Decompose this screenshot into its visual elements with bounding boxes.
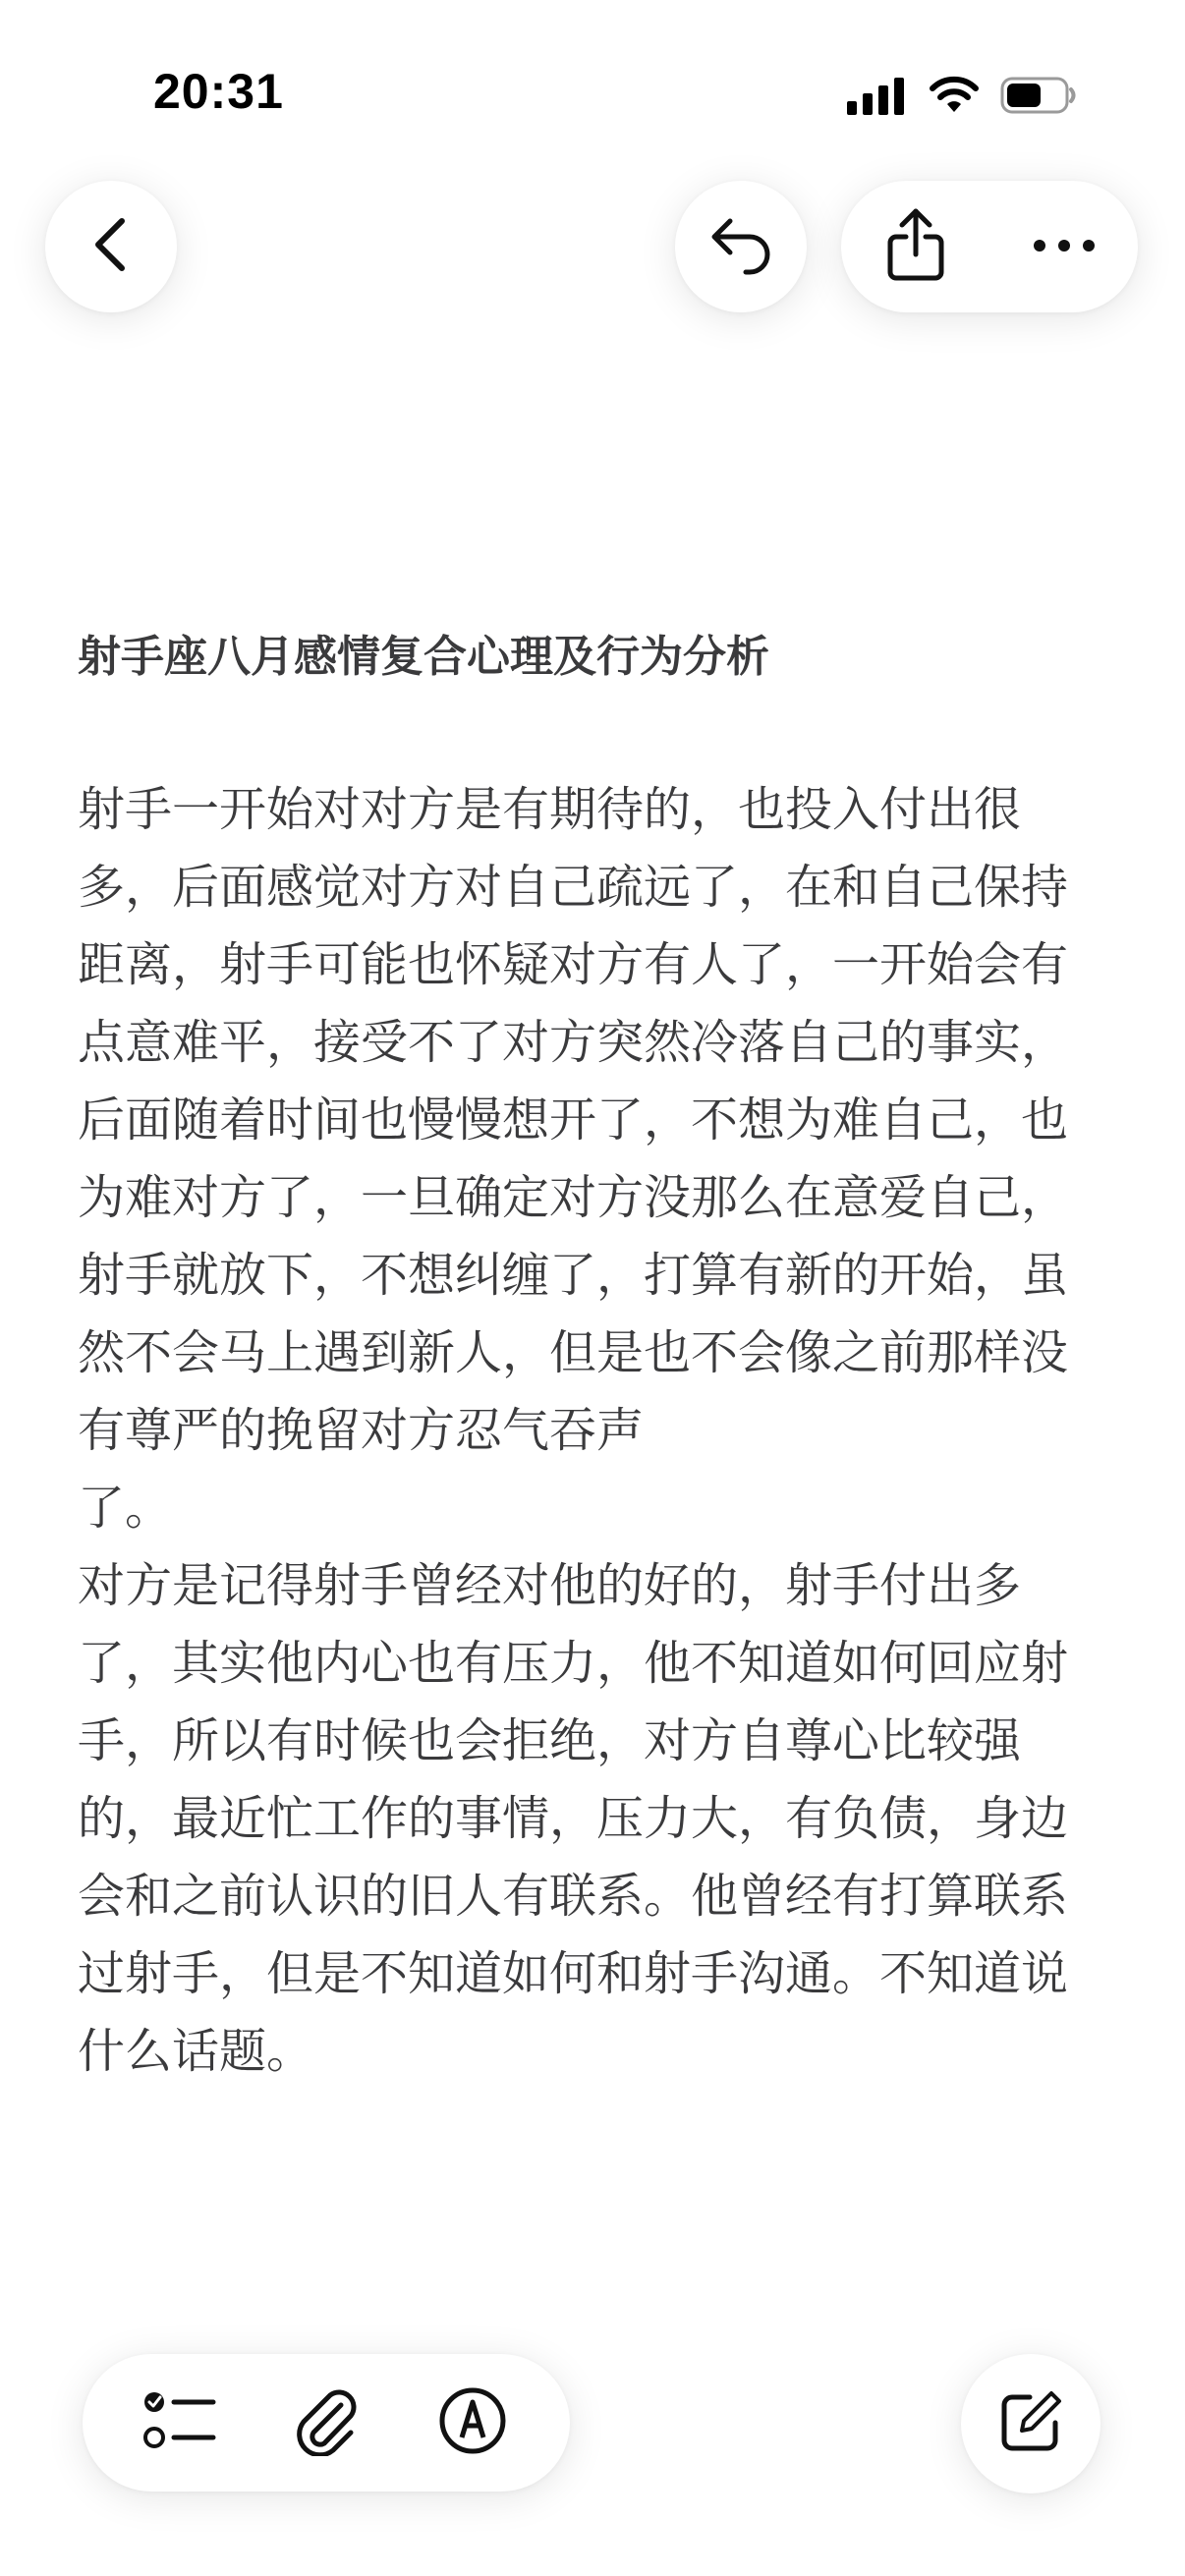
- paperclip-icon: [294, 2385, 359, 2460]
- checklist-button[interactable]: [121, 2364, 239, 2482]
- share-icon: [886, 207, 945, 286]
- note-body[interactable]: [78, 771, 1070, 2091]
- share-button[interactable]: [841, 181, 989, 312]
- compose-icon: [998, 2389, 1063, 2458]
- compose-button[interactable]: [961, 2354, 1100, 2493]
- battery-icon: [1000, 77, 1077, 114]
- markup-pen-icon: [438, 2386, 507, 2459]
- checklist-icon: [142, 2388, 217, 2457]
- note-title[interactable]: 射手座八月感情复合心理及行为分析: [78, 632, 769, 682]
- more-icon: [1033, 238, 1096, 256]
- signal-icon: [847, 78, 906, 115]
- undo-button[interactable]: [675, 181, 807, 312]
- note-paragraph: 射手一开始对对方是有期待的，也投入付出很多，后面感觉对方对自己疏远了，在和自己保持距离，射手可能也怀疑对方有人了，一开始会有点意难平，接受不了对方突然冷落自己的事实，后面随着时间也慢慢想开了，不想为难自己，也为难对方了，一旦确定对方没那么在意爱自己，射手就放下，不想纠缠了，打算有新的开始，虽然不会马上遇到新人，但是也不会像之前那样没有尊严的挽留对方忍气吞声 了。: [78, 782, 1069, 1536]
- note-paragraph: 对方是记得射手曾经对他的好的，射手付出多了，其实他内心也有压力，他不知道如何回应射手，所以有时候也会拒绝，对方自尊心比较强的，最近忙工作的事情，压力大，有负债，身边会和之前认识的旧人有联系。他曾经有打算联系过射手，但是不知道如何和射手沟通。不知道说什么话题。: [78, 1558, 1069, 2079]
- chevron-left-icon: [86, 215, 136, 278]
- back-button[interactable]: [45, 181, 177, 312]
- undo-icon: [706, 213, 775, 280]
- more-button[interactable]: [989, 181, 1138, 312]
- status-time: 20:31: [153, 64, 284, 119]
- bottom-toolbar: [83, 2354, 570, 2492]
- attachment-button[interactable]: [267, 2364, 385, 2482]
- wifi-icon: [929, 75, 980, 116]
- markup-button[interactable]: [414, 2364, 532, 2482]
- share-more-group: [841, 181, 1138, 312]
